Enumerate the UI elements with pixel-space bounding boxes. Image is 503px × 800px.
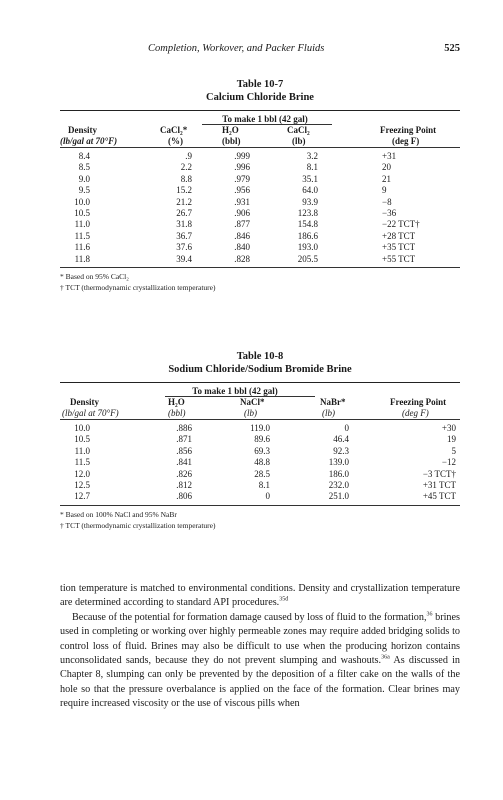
paragraph-text: tion temperature is matched to environmental conditions. Density and crystallization temperature are determined according to standard API procedures. — [60, 583, 460, 609]
citation-ref: 36 — [426, 611, 433, 618]
table-cell: 46.4 — [333, 434, 349, 445]
table-cell: 9.5 — [78, 185, 90, 196]
footnote: † TCT (thermodynamic crystallization temperature) — [60, 520, 216, 530]
col-header-nacl: NaCl* — [240, 397, 265, 407]
col-unit-density: (lb/gal at 70°F) — [60, 136, 118, 146]
table-cell: +31 — [382, 151, 397, 161]
table-cell: .877 — [234, 219, 250, 230]
table-cell: 8.5 — [78, 162, 90, 173]
table-cell: +45 TCT — [422, 491, 456, 502]
table-cell: .996 — [234, 162, 250, 173]
table-row — [60, 457, 460, 468]
table-cell: .979 — [234, 173, 250, 184]
footnote: † TCT (thermodynamic crystallization temperature) — [60, 282, 216, 292]
table-cell: 10.5 — [74, 207, 90, 218]
table-cell: 3.2 — [306, 151, 318, 161]
table-cell: 69.3 — [254, 445, 270, 456]
col-header-nabr: NaBr* — [320, 397, 346, 407]
col-unit-bbl: (bbl) — [168, 408, 186, 418]
paragraph-text: brines used in completing or working over highly permeable zones may require added bridging solids to control loss of fluid. Brines may also be difficult to use when the producing horizon contains unconsolidated sands, because they do not prevent slumping and washouts. — [60, 611, 460, 667]
table-cell: 11.6 — [74, 242, 90, 253]
table-row — [60, 491, 460, 502]
table-footnotes — [60, 509, 460, 531]
table-cell: .846 — [234, 230, 250, 241]
table-cell: .931 — [234, 196, 250, 207]
table-row — [60, 242, 460, 253]
table-cell: 35.1 — [302, 173, 318, 184]
table-row — [60, 219, 460, 230]
table-cell: −22 TCT† — [382, 219, 420, 230]
table-cell: 11.5 — [74, 230, 90, 241]
table-cell: 139.0 — [328, 457, 349, 468]
table-cell: 26.7 — [176, 207, 192, 218]
col-unit-density: (lb/gal at 70°F) — [62, 408, 119, 418]
table-cell: .812 — [176, 479, 192, 490]
col-header-cacl2-lb: CaCl₂ — [287, 125, 310, 135]
table-cell: 19 — [447, 434, 456, 445]
table-header — [60, 386, 460, 416]
table-cell: 0 — [344, 423, 349, 433]
table-cell: +55 TCT — [382, 253, 416, 264]
paragraph-text: Because of the potential for formation damage caused by loss of fluid to the formation, — [72, 611, 427, 623]
table-calcium-chloride — [60, 78, 460, 293]
table-cell: 8.8 — [180, 173, 192, 184]
table-cell: −12 — [441, 457, 456, 468]
table-cell: 9 — [382, 185, 387, 196]
body-text — [60, 582, 460, 712]
table-cell: 12.7 — [74, 491, 90, 502]
citation-ref: 36a — [381, 654, 390, 661]
table-cell: .826 — [176, 468, 192, 479]
col-unit-lb: (lb) — [292, 136, 306, 146]
table-row — [60, 208, 460, 219]
paragraph — [60, 582, 460, 611]
table-cell: 119.0 — [250, 423, 270, 433]
table-cell: 93.9 — [302, 196, 318, 207]
col-header-density: Density — [68, 125, 97, 135]
table-cell: 39.4 — [176, 253, 192, 264]
table-cell: 11.0 — [74, 219, 90, 230]
table-cell: 37.6 — [176, 242, 192, 253]
table-cell: 5 — [451, 445, 456, 456]
col-header-cacl2-pct: CaCl₂* — [160, 125, 188, 135]
table-cell: 92.3 — [333, 445, 349, 456]
table-cell: .841 — [176, 457, 192, 468]
table-row — [60, 174, 460, 185]
table-footnotes — [60, 271, 460, 293]
table-cell: 12.5 — [74, 479, 90, 490]
table-cell: 48.8 — [254, 457, 270, 468]
paragraph — [60, 611, 460, 712]
table-row — [60, 469, 460, 480]
running-title: Completion, Workover, and Packer Fluids — [148, 43, 325, 54]
table-cell: +35 TCT — [382, 242, 416, 253]
col-header-freezing: Freezing Point — [380, 125, 437, 135]
table-cell: 186.0 — [328, 468, 349, 479]
footnote: * Based on 100% NaCl and 95% NaBr — [60, 509, 177, 519]
table-cell: 2.2 — [180, 162, 192, 173]
table-cell: 10.0 — [74, 196, 90, 207]
table-cell: 11.8 — [74, 253, 90, 264]
table-cell: 11.5 — [74, 457, 90, 468]
table-cell: 21 — [382, 173, 391, 184]
table-row — [60, 423, 460, 434]
table-cell: −8 — [382, 196, 392, 207]
table-row — [60, 480, 460, 491]
table-header — [60, 114, 460, 144]
table-row — [60, 434, 460, 445]
table-body — [60, 423, 460, 503]
table-sodium-bromide — [60, 350, 460, 531]
table-row — [60, 197, 460, 208]
table-cell: 205.5 — [297, 253, 318, 264]
span-header: To make 1 bbl (42 gal) — [222, 114, 308, 124]
table-cell: 186.6 — [297, 230, 318, 241]
table-cell: 8.1 — [258, 479, 270, 490]
table-cell: 20 — [382, 162, 391, 173]
col-header-freezing: Freezing Point — [390, 397, 447, 407]
col-unit-bbl: (bbl) — [222, 136, 241, 146]
table-cell: +31 TCT — [422, 479, 456, 490]
table-cell: 251.0 — [328, 491, 349, 502]
table-body — [60, 151, 460, 265]
table-cell: .886 — [176, 423, 192, 433]
table-number: Table 10-7 — [236, 79, 284, 90]
table-cell: −3 TCT† — [422, 468, 456, 479]
table-cell: .956 — [234, 185, 250, 196]
table-row — [60, 254, 460, 265]
col-unit-lb: (lb) — [244, 408, 257, 418]
table-cell: 64.0 — [302, 185, 318, 196]
table-number: Table 10-8 — [236, 351, 284, 362]
table-cell: 12.0 — [74, 468, 90, 479]
col-header-density: Density — [70, 397, 99, 407]
table-cell: .840 — [234, 242, 250, 253]
table-cell: 8.4 — [78, 151, 90, 161]
col-header-h2o: H₂O — [222, 125, 239, 135]
table-cell: .806 — [176, 491, 192, 502]
col-unit-degf: (deg F) — [392, 136, 420, 146]
span-header: To make 1 bbl (42 gal) — [192, 386, 278, 396]
paragraph-text: As discussed in Chapter 8, slumping can only be prevented by the deposition of a filter cake on the walls of the hole so that the pressure overbalance is applied on the face of the formation. Clear brines may require increased viscosity or the use of viscous pills when — [60, 655, 461, 710]
table-title: Calcium Chloride Brine — [206, 92, 314, 103]
table-cell: 8.1 — [306, 162, 318, 173]
col-unit-pct: (%) — [168, 136, 183, 146]
table-cell: 36.7 — [176, 230, 192, 241]
table-cell: 154.8 — [297, 219, 318, 230]
table-cell: 31.8 — [176, 219, 192, 230]
table-cell: 89.6 — [254, 434, 270, 445]
citation-ref: 35d — [279, 597, 289, 604]
table-cell: 11.0 — [74, 445, 90, 456]
col-header-h2o: H₂O — [168, 397, 185, 407]
footnote: * Based on 95% CaCl₂ — [60, 271, 129, 281]
table-title: Sodium Chloride/Sodium Bromide Brine — [168, 364, 352, 375]
table-cell: −36 — [382, 207, 397, 218]
table-cell: 10.0 — [74, 423, 90, 433]
table-row — [60, 446, 460, 457]
table-cell: 15.2 — [176, 185, 192, 196]
table-cell: 9.0 — [78, 173, 90, 184]
col-unit-degf: (deg F) — [402, 408, 429, 418]
table-row — [60, 162, 460, 173]
table-cell: .906 — [234, 207, 250, 218]
table-cell: 28.5 — [254, 468, 270, 479]
table-cell: 123.8 — [297, 207, 318, 218]
table-row — [60, 231, 460, 242]
table-cell: .9 — [185, 151, 192, 161]
table-cell: 193.0 — [297, 242, 318, 253]
table-cell: 232.0 — [328, 479, 349, 490]
table-cell: +30 — [441, 423, 456, 433]
table-row — [60, 185, 460, 196]
col-unit-lb: (lb) — [322, 408, 335, 418]
table-cell: .828 — [234, 253, 250, 264]
table-cell: .856 — [176, 445, 192, 456]
table-cell: +28 TCT — [382, 230, 416, 241]
table-cell: .871 — [176, 434, 192, 445]
page-number: 525 — [444, 43, 460, 54]
table-cell: 10.5 — [74, 434, 90, 445]
table-cell: 21.2 — [176, 196, 192, 207]
table-cell: .999 — [234, 151, 250, 161]
table-cell: 0 — [265, 491, 270, 502]
running-header — [60, 43, 460, 57]
table-row — [60, 151, 460, 162]
